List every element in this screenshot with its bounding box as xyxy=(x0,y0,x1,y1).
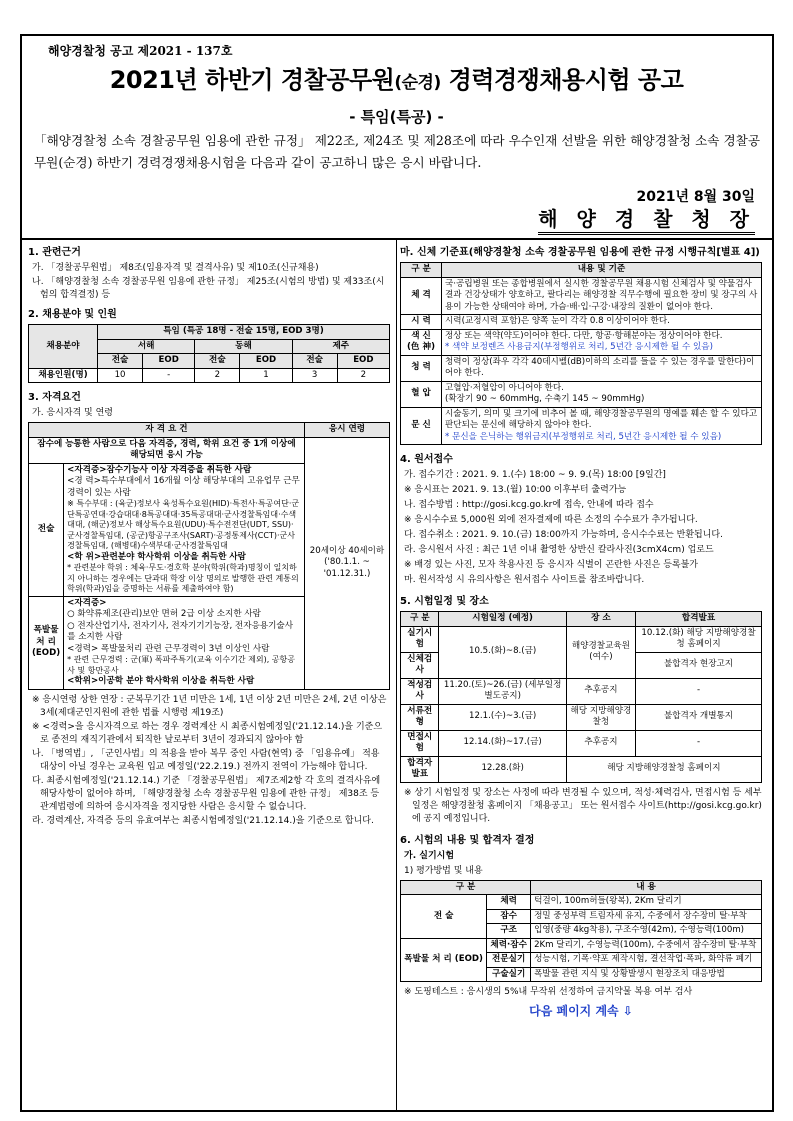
note-item: ※ 응시연령 상한 연장 : 군복무기간 1년 미만은 1세, 1년 이상 2년 미만은 2세, 2년 이상은 3세(제대군인지원에 관한 법률 시행령 제19조) xyxy=(32,694,387,718)
table-cell: 면접시험 xyxy=(401,730,439,756)
table-header: 제주 xyxy=(292,339,389,354)
table-cell: 전 술 xyxy=(401,895,487,939)
table-cell: 성능시험, 기폭·약포 제작시험, 결선작업·폭파, 화약류 폐기 xyxy=(531,953,762,968)
table-cell: 국·공립병원 또는 종합병원에서 실시한 경찰공무원 채용시험 신체검사 및 약물검사 결과 건강상태가 양호하고, 팔다리는 해양경찰 직무수행에 필요한 장비 및 장구의 사용이 가능한 상태여야 하며, 가슴·배·입·구강·내장의 질환이 없어야 한다. xyxy=(442,277,762,315)
table-cell: 채용인원(명) xyxy=(29,368,98,383)
table-cell: 체력 xyxy=(487,895,531,910)
qualification-notes xyxy=(28,694,390,828)
body-standard-title: 마. 신체 기준표(해양경찰청 소속 경찰공무원 임용에 관한 규정 시행규칙[별표 4]) xyxy=(400,247,760,258)
tactic-career: <경 력>특수부대에서 16개월 이상 해당부대의 고유업무 근무경력이 있는 사람 xyxy=(67,476,300,498)
table-cell: 11.20.(토)~26.(금) (세부일정 별도공지) xyxy=(439,678,566,704)
list-item: 마. 원서작성 시 유의사항은 원서접수 사이트를 참조바랍니다. xyxy=(404,575,645,585)
table-cell: 시력(교정시력 포함)은 양쪽 눈이 각각 0.8 이상이어야 한다. xyxy=(442,315,762,330)
cell-note: * 색약 보정렌즈 사용금지(부정행위로 처리, 5년간 응시제한 될 수 있음) xyxy=(445,342,713,352)
table-header: EOD xyxy=(240,354,292,369)
list-item: 라. 응시원서 사진 : 최근 1년 이내 촬영한 상반신 칼라사진(3cmX4cm) 업로드 xyxy=(404,545,714,555)
table-header: 전술 xyxy=(195,354,240,369)
table-cell: 추후공지 xyxy=(566,678,635,704)
table-cell xyxy=(442,329,762,355)
title-tail: 경력경쟁채용시험 공고 xyxy=(440,66,684,94)
notice-date: 2021년 8월 30일 xyxy=(636,189,755,205)
table-row xyxy=(401,277,762,315)
table-cell: - xyxy=(636,730,762,756)
table-cell: 2Km 달리기, 수영능력(100m), 수중에서 잠수장비 탈·부착 xyxy=(531,938,762,953)
table-cell: 12.1.(수)~3.(금) xyxy=(439,704,566,730)
table-row xyxy=(401,756,762,782)
eod-cert-head: <자격증> xyxy=(67,597,107,608)
table-cell: 폭발물 처 리 (EOD) xyxy=(401,938,487,982)
right-column xyxy=(400,242,762,1018)
table-cell: 12.28.(화) xyxy=(439,756,566,782)
table-cell: 12.14.(화)~17.(금) xyxy=(439,730,566,756)
table-cell: 신체검사 xyxy=(401,652,439,678)
table-cell: 혈 압 xyxy=(401,381,442,407)
table-cell: 구조 xyxy=(487,924,531,939)
cell-line: 고혈압·저혈압이 아니어야 한다. xyxy=(445,382,564,393)
list-item: 가. 「경찰공무원법」 제8조(임용자격 및 결격사유) 및 제10조(신규채용) xyxy=(32,263,319,273)
table-cell: 폭발물 관련 지식 및 상황발생시 현장조치 대응방법 xyxy=(531,967,762,982)
table-cell: 시 력 xyxy=(401,315,442,330)
list-item: 다. 접수취소 : 2021. 9. 10.(금) 18:00까지 가능하며, 응시수수료는 반환됩니다. xyxy=(404,530,723,540)
table-header: 내용 및 기준 xyxy=(442,263,762,278)
list-item: ※ 배경 있는 사진, 모자 착용사진 등 응시자 식별이 곤란한 사진은 등록불가 xyxy=(404,560,698,570)
eod-cert-2: ○ 전자산업기사, 전자기사, 전자기기기능장, 전자응용기술사를 소지한 사람 xyxy=(67,620,294,642)
table-cell: 색 신 (色 神) xyxy=(401,329,442,355)
table-cell: 정밀 중성부력 트림자세 유지, 수중에서 장수장비 탈·부착 xyxy=(531,909,762,924)
table-cell: - xyxy=(143,368,195,383)
note-item: ※ <경력>을 응시자격으로 하는 경우 경력계산 시 최종시험예정일('21.12.14.)을 기준으로 종전의 재직기관에서 퇴직한 날로부터 3년이 경과되지 않아야 함 xyxy=(32,721,383,745)
note-item: 라. 경력계산, 자격증 등의 유효여부는 최종시험예정일('21.12.14.)을 기준으로 합니다. xyxy=(32,815,374,826)
table-row xyxy=(401,315,762,330)
cell-line: 정상 또는 색약(약도)이어야 한다. 다만, 항공·항해분야는 정상이어야 한다. xyxy=(445,330,723,341)
table-header: 동해 xyxy=(195,339,292,354)
list-item: 나. 「해양경찰청 소속 경찰공무원 임용에 관한 규정」 제25조(시험의 방법) 및 제33조(시험의 합격결정) 등 xyxy=(32,277,385,300)
cell-line: 시술동기, 의미 및 크기에 비추어 볼 때, 해양경찰공무원의 명예를 훼손 할 수 있다고 판단되는 문신에 해당하지 않아야 한다. xyxy=(445,408,758,430)
table-cell: 합격자발표 xyxy=(401,756,439,782)
section-6-title: 6. 시험의 내용 및 합격자 결정 xyxy=(400,834,535,846)
agency-name: 해 양 경 찰 청 장 xyxy=(538,206,755,235)
table-header: 구 분 xyxy=(401,612,439,627)
list-item: 가. 접수기간 : 2021. 9. 1.(수) 18:00 ~ 9. 9.(목) 18:00 [9일간] xyxy=(404,470,666,480)
table-header: EOD xyxy=(337,354,389,369)
table-cell: 턱걸이, 100m허들(왕복), 2Km 달리기 xyxy=(531,895,762,910)
table-cell: 구술실기 xyxy=(487,967,531,982)
qualification-lead: 잠수에 능통한 사람으로 다음 자격증, 경력, 학위 요건 중 1개 이상에 해당되면 응시 가능 xyxy=(29,437,305,463)
eod-career: <경력> 폭발물처리 관련 근무경력이 3년 이상인 사람 xyxy=(67,643,270,654)
table-cell: 10 xyxy=(98,368,143,383)
schedule-table xyxy=(400,611,762,783)
table-cell: 불합격자 현장고지 xyxy=(636,652,762,678)
list-item: ※ 응시표는 2021. 9. 13.(월) 10:00 이후부터 출력가능 xyxy=(404,485,627,495)
table-header: 응시 연령 xyxy=(305,423,390,438)
table-cell: 해양경찰교육원 (여수) xyxy=(566,626,635,678)
table-header: 구 분 xyxy=(401,880,531,895)
table-cell: 해당 지방해양경찰청 홈페이지 xyxy=(566,756,761,782)
tactic-label: 전술 xyxy=(29,463,64,596)
intro-paragraph: 「해양경찰청 소속 경찰공무원 임용에 관한 규정」 제22조, 제24조 및 제28조에 따라 우수인재 선발을 위한 해양경찰청 소속 경찰공무원(순경) 하반기 경력경쟁채용시험을 다음과 같이 공고하니 많은 응시 바랍니다. xyxy=(34,133,760,170)
table-cell: 2 xyxy=(337,368,389,383)
table-cell xyxy=(442,407,762,445)
section-6-sub: 가. 실기시험 xyxy=(404,850,455,861)
practical-test-table xyxy=(400,880,762,983)
table-cell: - xyxy=(636,678,762,704)
schedule-note: ※ 상기 시험일정 및 장소는 사정에 따라 변경될 수 있으며, 적성·체력검사, 면접시험 등 세부일정은 해양경찰청 홈페이지 「채용공고」 또는 원서접수 사이트(http://gosi.kcg.go.kr)에 공지 예정입니다. xyxy=(404,787,762,824)
table-cell: 청력이 정상(좌우 각각 40데시벨(dB)이하의 소리를 들을 수 있는 경우를 말한다)이어야 한다. xyxy=(442,355,762,381)
list-item: 나. 접수방법 : http://gosi.kcg.go.kr에 접속, 안내에 따라 접수 xyxy=(404,500,654,510)
list-item: ※ 응시수수료 5,000원 외에 전자결제에 따른 소정의 수수료가 추가됩니다. xyxy=(404,515,698,525)
table-cell: 해당 지방해양경찰청 xyxy=(566,704,635,730)
table-row xyxy=(401,355,762,381)
table-header: 시험일정 (예정) xyxy=(439,612,566,627)
next-page-indicator: 다음 페이지 계속 ⇩ xyxy=(529,1004,633,1018)
page-title xyxy=(0,60,793,95)
eod-career-note: * 관련 근무경력 : 군(軍) 폭파주특기(교육 이수기간 제외), 공항공사 및 항만공사 xyxy=(67,655,295,675)
cell-line: (확장기 90 ~ 60mmHg, 수축기 145 ~ 90mmHg) xyxy=(445,394,645,404)
table-row xyxy=(401,730,762,756)
table-header: 서해 xyxy=(98,339,195,354)
table-cell xyxy=(442,381,762,407)
section-6-sub2: 1) 평가방법 및 내용 xyxy=(404,865,483,876)
table-row xyxy=(29,368,390,383)
eod-requirements xyxy=(64,596,305,689)
title-main: 2021년 하반기 경찰공무원 xyxy=(109,66,395,94)
table-cell: 추후공지 xyxy=(566,730,635,756)
table-cell: 1 xyxy=(240,368,292,383)
table-row xyxy=(401,938,762,953)
column-divider xyxy=(396,240,397,1110)
tactic-degree-note: * 관련분야 학위 : 체육·무도·경호학 분야(학위(학과)명칭이 일치하지 아니하는 경우에는 단과대 학장 이상 명의로 발행한 관련 계통의 학위(학과)임을 증명하는 서류를 제출하여야 함) xyxy=(67,563,299,593)
table-header: 합격발표 xyxy=(636,612,762,627)
section-1-title: 1. 관련근거 xyxy=(28,247,81,258)
note-item: 다. 최종시험예정일('21.12.14.) 기준 「경찰공무원법」 제7조제2항 각 호의 결격사유에 해당사항이 없어야 하며, 「해양경찰청 소속 경찰공무원 임용에 관한 규정」 제38조 등 관계법령에 의하여 응시자격을 정지당한 사람은 응시할 수 없습니다. xyxy=(32,775,381,812)
table-header: EOD xyxy=(143,354,195,369)
table-header: 내 용 xyxy=(531,880,762,895)
header-divider xyxy=(22,238,772,240)
table-row xyxy=(401,329,762,355)
section-5-title: 5. 시험일정 및 장소 xyxy=(400,596,489,607)
table-cell: 입영(중량 4kg착용), 구조수영(42m), 수영능력(100m) xyxy=(531,924,762,939)
table-row xyxy=(401,678,762,704)
eod-cert-1: ○ 화약류제조(관리)보안 면허 2급 이상 소지한 사람 xyxy=(67,609,261,619)
qualification-table xyxy=(28,422,390,690)
table-header: 채용분야 xyxy=(29,325,98,369)
table-cell: 전문실기 xyxy=(487,953,531,968)
table-header: 전술 xyxy=(98,354,143,369)
tactic-units: ※ 특수부대 : (육군)정보사 육성특수요원(HID)·특전사·특공여단·군단특공연대·강습대대·8특공대대·35특공대대·군사경찰특임대·수색대대, (해군)정보사 해상특수요원(UDU)·특수전전단(UDT, SSU)·군사경찰특임대, (공군)항공구조사(SART)·공정통제사(CCT)·군사경찰특임대, (해병대)수색부대·군사경찰특임대 xyxy=(67,499,300,550)
tactic-degree: <학 위>관련분야 학사학위 이상을 취득한 사람 xyxy=(67,551,246,562)
table-header: 특임 (특공 18명 - 전술 15명, EOD 3명) xyxy=(98,325,390,340)
title-rank: (순경) xyxy=(394,73,441,93)
table-cell: 청 력 xyxy=(401,355,442,381)
table-cell: 잠수 xyxy=(487,909,531,924)
table-cell: 2 xyxy=(195,368,240,383)
table-row xyxy=(401,626,762,652)
table-row xyxy=(401,407,762,445)
table-cell: 서류전형 xyxy=(401,704,439,730)
table-header: 전술 xyxy=(292,354,337,369)
table-row xyxy=(401,381,762,407)
body-standard-table xyxy=(400,262,762,445)
table-cell: 3 xyxy=(292,368,337,383)
age-range: 20세이상 40세이하 ('80.1.1. ~ '01.12.31.) xyxy=(305,437,390,689)
table-header: 장 소 xyxy=(566,612,635,627)
tactic-cert: <자격증>잠수기능사 이상 자격증을 취득한 사람 xyxy=(67,464,252,475)
table-cell: 문 신 xyxy=(401,407,442,445)
note-item: 나. 「병역법」, 「군인사법」의 적용을 받아 복무 중인 사람(현역) 중 「임용유예」 적용 대상이 아닐 경우는 교육원 입교 예정일('22.2.19.) 전까지 전역이 가능해야 합니다. xyxy=(32,748,380,772)
section-3-title: 3. 자격요건 xyxy=(28,392,81,403)
table-header: 구 분 xyxy=(401,263,442,278)
table-row xyxy=(401,704,762,730)
subtitle: - 특임(특공) - xyxy=(349,108,444,126)
eod-degree: <학위>이공학 분야 학사학위 이상을 취득한 사람 xyxy=(67,676,255,686)
table-cell: 10.12.(화) 해당 지방해양경찰청 홈페이지 xyxy=(636,626,762,652)
tactic-requirements xyxy=(64,463,305,596)
table-row xyxy=(401,895,762,910)
section-2-title: 2. 채용분야 및 인원 xyxy=(28,309,117,320)
table-cell: 불합격자 개별통지 xyxy=(636,704,762,730)
section-4-title: 4. 원서접수 xyxy=(400,454,453,465)
table-cell: 체 격 xyxy=(401,277,442,315)
table-cell: 적성검사 xyxy=(401,678,439,704)
left-column xyxy=(28,242,390,829)
recruit-table xyxy=(28,324,390,383)
section-3-sub: 가. 응시자격 및 연령 xyxy=(32,408,113,418)
table-cell: 10.5.(화)~8.(금) xyxy=(439,626,566,678)
table-cell: 실기시험 xyxy=(401,626,439,652)
eod-label: 폭발물 처 리 (EOD) xyxy=(29,596,64,689)
notice-number: 해양경찰청 공고 제2021 - 137호 xyxy=(48,44,233,58)
cell-note: * 문신을 은닉하는 행위금지(부정행위로 처리, 5년간 응시제한 될 수 있음) xyxy=(445,431,722,442)
table-header: 자 격 요 건 xyxy=(29,423,305,438)
doping-note: ※ 도핑테스트 : 응시생의 5%내 무작위 선정하여 금지약물 복용 여부 검사 xyxy=(404,987,693,997)
table-cell: 체력·잠수 xyxy=(487,938,531,953)
